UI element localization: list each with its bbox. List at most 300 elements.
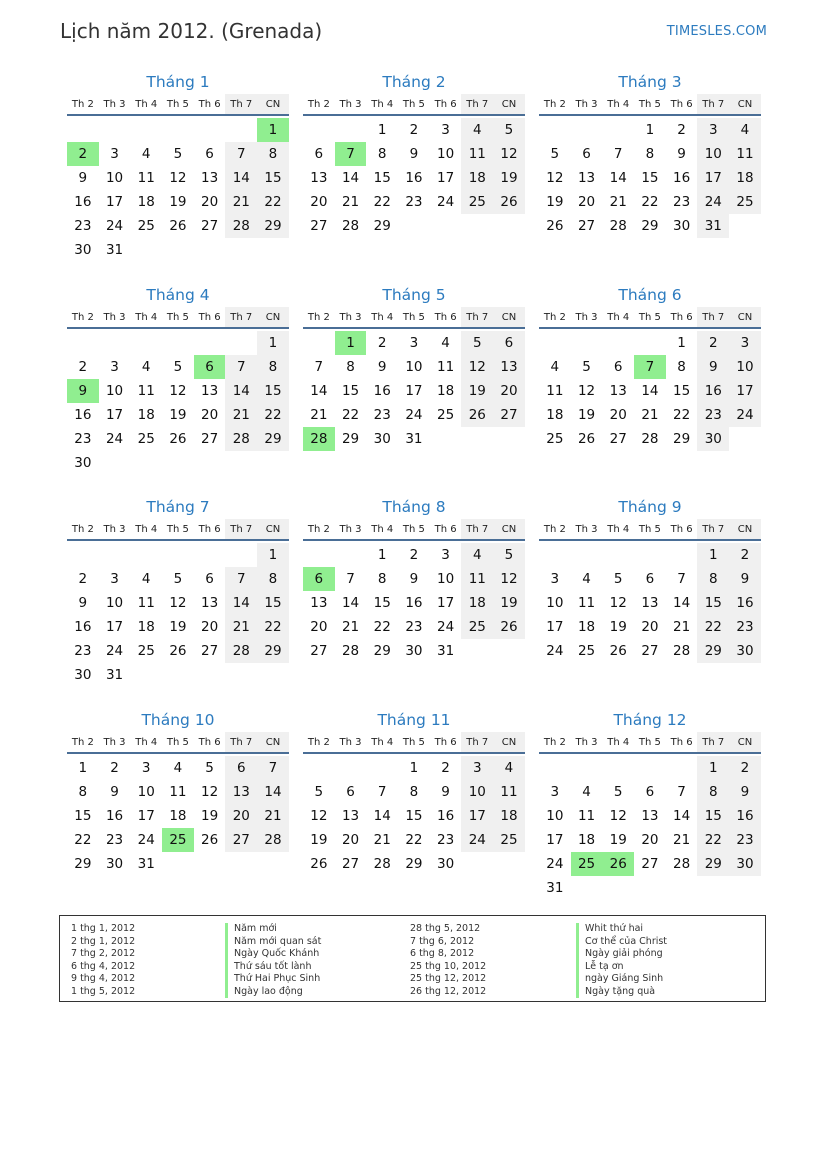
day-cell: 12 <box>493 142 525 166</box>
day-cell: 3 <box>729 331 761 355</box>
day-cell: 7 <box>677 784 686 800</box>
day-cell: 27 <box>609 431 627 447</box>
day-cell: 5 <box>613 571 623 587</box>
weekday-label: Th 2 <box>71 524 94 535</box>
day-cell: 18 <box>461 591 493 615</box>
day-cell: 5 <box>173 146 183 162</box>
weekday-label: Th 3 <box>575 312 598 323</box>
day-cell: 3 <box>550 571 560 587</box>
empty-cell <box>602 543 634 567</box>
day-cell: 14 <box>609 170 627 186</box>
day-cell: 4 <box>582 571 591 587</box>
day-cell: 3 <box>441 547 450 563</box>
day-cell: 17 <box>405 383 423 399</box>
day-cell: 27 <box>577 218 596 234</box>
weekday-label: Th 7 <box>225 732 257 752</box>
day-cell: 7 <box>225 567 257 591</box>
day-cell: 5 <box>173 359 183 375</box>
day-cell: 21 <box>257 804 289 828</box>
legend-dates-right <box>410 923 486 998</box>
weekday-label: Th 4 <box>607 312 630 323</box>
month-1 <box>67 70 289 262</box>
empty-cell <box>303 118 335 142</box>
weekday-label: Th 5 <box>402 99 425 110</box>
day-cell: 7 <box>346 571 355 587</box>
weekday-label: Th 6 <box>198 737 221 748</box>
day-cell: 8 <box>257 567 289 591</box>
day-cell: 11 <box>461 142 493 166</box>
day-grid <box>67 329 289 475</box>
day-cell: 15 <box>341 383 360 399</box>
day-cell: 29 <box>257 214 289 238</box>
empty-cell <box>571 756 603 780</box>
day-cell: 1 <box>377 547 387 563</box>
day-cell: 15 <box>641 170 659 186</box>
day-cell: 28 <box>673 643 691 659</box>
day-cell: 12 <box>201 784 219 800</box>
month-4 <box>67 283 289 475</box>
empty-cell <box>303 756 335 780</box>
day-cell: 4 <box>441 335 450 351</box>
empty-cell <box>225 118 257 142</box>
empty-cell <box>335 543 367 567</box>
day-cell: 8 <box>257 355 289 379</box>
day-cell: 23 <box>729 828 761 852</box>
weekday-label: Th 6 <box>434 99 457 110</box>
day-cell: 10 <box>697 142 729 166</box>
legend-date: 7 thg 2, 2012 <box>71 948 136 959</box>
legend-date: 28 thg 5, 2012 <box>410 923 481 934</box>
day-cell: 17 <box>461 804 493 828</box>
month-title: Tháng 2 <box>382 73 446 91</box>
weekday-header <box>303 519 525 541</box>
day-cell: 24 <box>105 431 124 447</box>
weekday-label: Th 3 <box>339 312 362 323</box>
month-10 <box>67 708 289 876</box>
empty-cell <box>99 118 131 142</box>
day-cell: 11 <box>437 359 455 375</box>
day-cell: 13 <box>493 355 525 379</box>
empty-cell <box>194 118 226 142</box>
day-cell: 20 <box>641 619 659 635</box>
day-cell: 23 <box>74 218 92 234</box>
day-cell: 29 <box>74 856 92 872</box>
day-cell: 9 <box>110 784 119 800</box>
day-cell: 5 <box>461 331 493 355</box>
holiday-day-cell: 7 <box>634 355 666 379</box>
empty-cell <box>130 331 162 355</box>
legend-names-left <box>225 923 321 998</box>
weekday-label: Th 2 <box>543 99 566 110</box>
day-cell: 14 <box>341 170 360 186</box>
day-cell: 18 <box>577 619 596 635</box>
month-title: Tháng 6 <box>618 286 682 304</box>
day-cell: 4 <box>141 359 151 375</box>
day-cell: 21 <box>673 619 691 635</box>
day-cell: 25 <box>729 190 761 214</box>
month-title: Tháng 5 <box>382 286 446 304</box>
day-cell: 27 <box>341 856 360 872</box>
day-cell: 5 <box>493 543 525 567</box>
day-cell: 5 <box>582 359 591 375</box>
day-cell: 10 <box>437 146 455 162</box>
day-cell: 13 <box>609 383 627 399</box>
weekday-label: Th 7 <box>697 732 729 752</box>
day-cell: 20 <box>201 407 219 423</box>
day-cell: 16 <box>673 170 691 186</box>
legend-holiday-name: Whit thứ hai <box>576 923 667 936</box>
weekday-header <box>539 307 761 329</box>
weekday-label: Th 3 <box>103 737 126 748</box>
day-cell: 29 <box>697 639 729 663</box>
month-title: Tháng 9 <box>618 498 682 516</box>
empty-cell <box>67 331 99 355</box>
day-cell: 22 <box>405 832 423 848</box>
holiday-day-cell: 26 <box>602 852 634 876</box>
day-cell: 29 <box>697 852 729 876</box>
day-cell: 9 <box>78 595 88 611</box>
day-cell: 2 <box>409 122 419 138</box>
legend-date: 1 thg 5, 2012 <box>71 985 136 997</box>
weekday-label: Th 6 <box>670 737 693 748</box>
day-cell: 12 <box>310 808 328 824</box>
day-cell: 5 <box>613 784 623 800</box>
day-cell: 15 <box>697 591 729 615</box>
day-cell: 14 <box>341 595 360 611</box>
weekday-label: Th 3 <box>575 524 598 535</box>
weekday-label: Th 6 <box>670 312 693 323</box>
day-cell: 31 <box>546 880 564 896</box>
day-cell: 5 <box>493 118 525 142</box>
empty-cell <box>539 118 571 142</box>
day-cell: 27 <box>201 218 219 234</box>
day-cell: 5 <box>173 571 183 587</box>
day-cell: 17 <box>137 808 155 824</box>
day-cell: 23 <box>405 194 423 210</box>
day-cell: 23 <box>405 619 423 635</box>
weekday-label: Th 6 <box>670 524 693 535</box>
day-cell: 21 <box>673 832 691 848</box>
month-title: Tháng 7 <box>146 498 210 516</box>
day-cell: 23 <box>74 643 92 659</box>
day-cell: 24 <box>105 218 124 234</box>
day-cell: 16 <box>74 194 92 210</box>
day-cell: 6 <box>205 571 214 587</box>
empty-cell <box>130 118 162 142</box>
legend-date: 6 thg 4, 2012 <box>71 960 136 972</box>
weekday-label: CN <box>729 732 761 752</box>
weekday-label: Th 5 <box>166 524 189 535</box>
day-cell: 28 <box>673 856 691 872</box>
day-cell: 16 <box>105 808 124 824</box>
day-cell: 11 <box>546 383 564 399</box>
day-cell: 30 <box>405 643 423 659</box>
day-cell: 12 <box>546 170 564 186</box>
day-cell: 29 <box>641 218 659 234</box>
day-cell: 10 <box>461 780 493 804</box>
day-cell: 4 <box>582 784 591 800</box>
weekday-label: Th 5 <box>638 312 661 323</box>
day-cell: 11 <box>729 142 761 166</box>
day-cell: 20 <box>577 194 596 210</box>
day-cell: 27 <box>225 828 257 852</box>
day-cell: 7 <box>314 359 324 375</box>
day-cell: 29 <box>257 639 289 663</box>
legend-date: 1 thg 1, 2012 <box>71 923 136 934</box>
legend-holiday-name: Ngày giải phóng <box>576 948 667 961</box>
month-12 <box>539 708 761 900</box>
day-cell: 14 <box>641 383 659 399</box>
day-cell: 16 <box>373 383 391 399</box>
empty-cell <box>571 543 603 567</box>
day-cell: 9 <box>677 146 686 162</box>
day-cell: 10 <box>137 784 155 800</box>
holiday-day-cell: 28 <box>303 427 335 451</box>
weekday-label: Th 4 <box>371 312 394 323</box>
day-cell: 7 <box>225 355 257 379</box>
weekday-label: Th 5 <box>402 312 425 323</box>
weekday-label: Th 2 <box>543 737 566 748</box>
day-cell: 18 <box>493 804 525 828</box>
day-cell: 24 <box>437 619 455 635</box>
day-cell: 9 <box>697 355 729 379</box>
day-cell: 2 <box>377 335 387 351</box>
day-cell: 28 <box>225 427 257 451</box>
day-cell: 7 <box>225 142 257 166</box>
day-cell: 30 <box>673 218 691 234</box>
weekday-label: CN <box>257 732 289 752</box>
day-cell: 12 <box>493 567 525 591</box>
day-cell: 18 <box>729 166 761 190</box>
weekday-label: Th 4 <box>607 99 630 110</box>
day-cell: 1 <box>409 760 419 776</box>
empty-cell <box>67 118 99 142</box>
month-8 <box>303 495 525 663</box>
empty-cell <box>335 118 367 142</box>
day-cell: 26 <box>169 643 187 659</box>
empty-cell <box>162 331 194 355</box>
weekday-label: Th 3 <box>103 312 126 323</box>
day-grid <box>303 329 525 451</box>
day-cell: 10 <box>729 355 761 379</box>
weekday-label: Th 3 <box>103 99 126 110</box>
day-cell: 23 <box>673 194 691 210</box>
day-cell: 13 <box>341 808 360 824</box>
weekday-label: Th 7 <box>461 519 493 539</box>
day-cell: 10 <box>546 808 564 824</box>
day-cell: 15 <box>373 595 391 611</box>
day-cell: 31 <box>137 856 155 872</box>
day-cell: 12 <box>577 383 596 399</box>
weekday-label: Th 7 <box>697 519 729 539</box>
day-cell: 7 <box>257 756 289 780</box>
day-cell: 25 <box>137 431 155 447</box>
empty-cell <box>571 331 603 355</box>
weekday-label: Th 7 <box>461 732 493 752</box>
holiday-day-cell: 25 <box>571 852 603 876</box>
weekday-label: Th 3 <box>575 737 598 748</box>
weekday-label: CN <box>257 519 289 539</box>
day-cell: 22 <box>257 615 289 639</box>
day-cell: 6 <box>225 756 257 780</box>
weekday-label: Th 5 <box>638 737 661 748</box>
day-cell: 8 <box>645 146 655 162</box>
day-grid <box>303 116 525 238</box>
empty-cell <box>634 543 666 567</box>
holiday-day-cell: 6 <box>194 355 226 379</box>
day-cell: 28 <box>225 639 257 663</box>
day-grid <box>67 541 289 687</box>
day-cell: 15 <box>697 804 729 828</box>
legend-date: 9 thg 4, 2012 <box>71 973 136 984</box>
day-cell: 18 <box>577 832 596 848</box>
day-cell: 9 <box>441 784 450 800</box>
day-cell: 1 <box>645 122 655 138</box>
month-title: Tháng 10 <box>141 711 215 729</box>
day-cell: 14 <box>225 166 257 190</box>
day-cell: 31 <box>105 667 124 683</box>
day-cell: 27 <box>641 856 659 872</box>
day-cell: 30 <box>74 667 92 683</box>
day-cell: 31 <box>437 643 455 659</box>
day-cell: 19 <box>493 166 525 190</box>
day-cell: 24 <box>546 643 564 659</box>
day-cell: 4 <box>461 118 493 142</box>
day-cell: 11 <box>493 780 525 804</box>
weekday-label: Th 2 <box>307 99 330 110</box>
day-cell: 13 <box>201 595 219 611</box>
day-cell: 3 <box>110 146 119 162</box>
day-cell: 15 <box>74 808 92 824</box>
day-cell: 1 <box>697 756 729 780</box>
empty-cell <box>366 756 398 780</box>
weekday-label: Th 2 <box>71 312 94 323</box>
weekday-label: Th 5 <box>402 737 425 748</box>
day-cell: 23 <box>729 615 761 639</box>
day-cell: 28 <box>341 218 360 234</box>
day-grid <box>539 754 761 900</box>
day-grid <box>67 754 289 876</box>
day-cell: 17 <box>105 619 124 635</box>
day-cell: 8 <box>78 784 88 800</box>
day-cell: 30 <box>74 455 92 471</box>
day-cell: 4 <box>173 760 183 776</box>
day-cell: 21 <box>373 832 391 848</box>
day-cell: 19 <box>169 619 187 635</box>
weekday-label: Th 7 <box>461 307 493 327</box>
day-cell: 25 <box>493 828 525 852</box>
empty-cell <box>162 118 194 142</box>
month-5 <box>303 283 525 451</box>
weekday-label: Th 6 <box>198 99 221 110</box>
day-cell: 1 <box>697 543 729 567</box>
day-cell: 6 <box>205 146 214 162</box>
day-cell: 26 <box>201 832 219 848</box>
legend-holiday-name: Ngày tặng quà <box>576 986 667 999</box>
day-cell: 26 <box>169 218 187 234</box>
weekday-label: Th 4 <box>607 737 630 748</box>
weekday-label: Th 5 <box>166 737 189 748</box>
day-cell: 5 <box>550 146 560 162</box>
day-cell: 23 <box>373 407 391 423</box>
day-cell: 18 <box>169 808 187 824</box>
day-cell: 20 <box>225 804 257 828</box>
day-cell: 23 <box>697 403 729 427</box>
day-cell: 17 <box>105 407 124 423</box>
day-cell: 21 <box>225 190 257 214</box>
day-cell: 3 <box>441 122 450 138</box>
day-cell: 27 <box>201 431 219 447</box>
day-cell: 1 <box>257 331 289 355</box>
legend-date: 26 thg 12, 2012 <box>410 985 487 997</box>
day-cell: 12 <box>609 595 627 611</box>
day-cell: 26 <box>493 190 525 214</box>
month-9 <box>539 495 761 663</box>
weekday-label: Th 5 <box>402 524 425 535</box>
day-cell: 25 <box>546 431 564 447</box>
site-link[interactable]: TIMESLES.COM <box>666 24 767 39</box>
day-cell: 21 <box>341 194 360 210</box>
weekday-label: Th 6 <box>434 737 457 748</box>
day-cell: 29 <box>341 431 360 447</box>
weekday-header <box>539 519 761 541</box>
weekday-label: Th 2 <box>71 737 94 748</box>
empty-cell <box>162 543 194 567</box>
weekday-label: Th 5 <box>166 312 189 323</box>
day-cell: 19 <box>493 591 525 615</box>
day-cell: 23 <box>437 832 455 848</box>
day-cell: 6 <box>645 571 655 587</box>
day-cell: 12 <box>169 383 187 399</box>
month-7 <box>67 495 289 687</box>
day-cell: 11 <box>137 383 155 399</box>
day-cell: 27 <box>201 643 219 659</box>
day-cell: 18 <box>137 407 155 423</box>
legend-holiday-name: ngày Giáng Sinh <box>576 973 667 986</box>
weekday-label: CN <box>493 732 525 752</box>
month-title: Tháng 8 <box>382 498 446 516</box>
day-cell: 30 <box>729 852 761 876</box>
legend-holiday-name: Ngày lao động <box>225 986 321 999</box>
day-cell: 25 <box>137 643 155 659</box>
day-cell: 6 <box>314 146 324 162</box>
day-cell: 12 <box>169 595 187 611</box>
weekday-label: Th 3 <box>339 524 362 535</box>
legend-holiday-name: Năm mới <box>225 923 321 936</box>
day-cell: 25 <box>461 615 493 639</box>
day-cell: 14 <box>310 383 328 399</box>
day-cell: 16 <box>697 379 729 403</box>
holiday-day-cell: 25 <box>162 828 194 852</box>
empty-cell <box>225 543 257 567</box>
weekday-label: Th 4 <box>371 524 394 535</box>
empty-cell <box>99 331 131 355</box>
weekday-header <box>539 94 761 116</box>
weekday-label: Th 4 <box>371 99 394 110</box>
day-cell: 14 <box>373 808 391 824</box>
day-cell: 17 <box>546 619 564 635</box>
day-cell: 8 <box>257 142 289 166</box>
day-cell: 2 <box>697 331 729 355</box>
legend-names-right <box>576 923 667 998</box>
day-cell: 31 <box>697 214 729 238</box>
day-cell: 30 <box>437 856 455 872</box>
day-cell: 12 <box>461 355 493 379</box>
day-cell: 2 <box>729 543 761 567</box>
day-cell: 25 <box>137 218 155 234</box>
weekday-label: CN <box>257 94 289 114</box>
day-cell: 20 <box>493 379 525 403</box>
